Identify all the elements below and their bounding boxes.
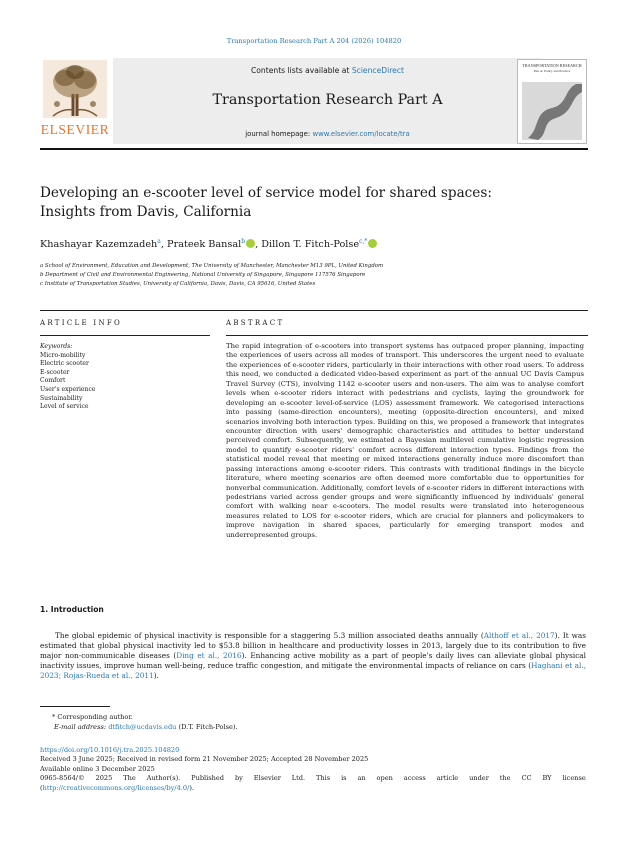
journal-header bbox=[40, 58, 588, 148]
journal-title: Transportation Research Part A bbox=[212, 92, 443, 108]
footnote-rule bbox=[40, 706, 110, 707]
affiliation-marker[interactable]: c,* bbox=[359, 238, 368, 245]
license-word: Ltd. bbox=[291, 774, 306, 783]
license-word: open bbox=[376, 774, 393, 783]
license-statement bbox=[40, 774, 586, 783]
author-list: Khashayar Kazemzadeh$^a$, Prateek Bansal$^b$ , Dillon T. Fitch-Polse$^{c,*}$ bbox=[40, 238, 600, 250]
elsevier-logo[interactable] bbox=[40, 58, 110, 144]
license-word: the bbox=[499, 774, 511, 783]
keyword-item: Sustainability bbox=[40, 394, 83, 402]
license-word: Published bbox=[191, 774, 225, 783]
email-line: E-mail address: dtfitch@ucdavis.edu (D.T. Fitch-Polse). bbox=[54, 723, 238, 732]
sciencedirect-link[interactable]: ScienceDirect bbox=[351, 66, 405, 75]
license-link[interactable]: http://creativecommons.org/licenses/by/4.0/ bbox=[42, 783, 190, 792]
elsevier-tree-icon bbox=[43, 60, 107, 118]
publication-info bbox=[40, 746, 586, 793]
author-name[interactable]: Prateek Bansal bbox=[167, 239, 242, 251]
citation-link[interactable]: Haghani et al., 2023; Rojas-Rueda et al., 2011 bbox=[40, 661, 586, 681]
license-word: an bbox=[357, 774, 366, 783]
license-word: Elsevier bbox=[253, 774, 281, 783]
introduction-heading: 1. Introduction bbox=[40, 605, 104, 614]
introduction-paragraph: The global epidemic of physical inactivity is responsible for a staggering 5.3 million associated deaths annually (Althoff et al., 2017). It was estimated that global physical inactivity led to $53.8 billion in healthcare and productivity losses in 2013, largely due to its contribution to five major non-communicable diseases (Ding et al., 2016). Enhancing active mobility as a part of people's daily lives can alleviate global physical inactivity issues, improve human well-being, reduce traffic congestion, and mitigate the environmental impacts of reliance on cars (Haghani et al., 2023; Rojas-Rueda et al., 2011). bbox=[40, 631, 587, 681]
cover-title: TRANSPORTATION RESEARCH Part A: Policy and Practice bbox=[522, 63, 582, 73]
orcid-icon[interactable] bbox=[246, 239, 255, 248]
license-word: This bbox=[316, 774, 331, 783]
article-info-heading: ARTICLE INFO bbox=[40, 319, 123, 327]
license-word: by bbox=[234, 774, 243, 783]
keyword-item: Level of service bbox=[40, 403, 89, 411]
keyword-item: Electric scooter bbox=[40, 360, 89, 368]
keyword-item: E-scooter bbox=[40, 368, 70, 376]
orcid-icon[interactable] bbox=[368, 239, 377, 248]
journal-homepage-link[interactable]: www.elsevier.com/locate/tra bbox=[312, 130, 410, 138]
abstract-text: The rapid integration of e-scooters into transport systems has outpaced proper planning, impacting the experiences of users across all modes of transport. This underscores the urgent need to evaluate the experiences of e-scooter riders, particularly in their interactions with other road users. To address this need, we conducted a dedicated video-based experiment as part of the annual UC Davis Campus Travel Survey (CTS), involving 1142 e-scooter users and non-users. The aim was to analyse comfort levels when e-scooter riders interact with pedestrians and cyclists, laying the groundwork for developing an e-scooter level-of-service (LOS) assessment framework. We categorised interactions into passing (same-direction encounters), meeting (opposite-direction encounters), and mixed scenarios involving both interaction types. Building on this, we proposed a framework that integrates encounter direction with users' demographic characteristics and attitudes to better understand perceived comfort. Subsequently, we estimated a Bayesian multilevel cumulative logistic regression model to quantify e-scooter riders' comfort across different interaction types. Findings from the statistical model reveal that meeting or mixed interactions generally induce more discomfort than passing interactions among e-scooter riders. This contrasts with traditional findings in the bicycle literature, where meeting scenarios are often deemed more comfortable due to opportunities for nonverbal communication. Additionally, comfort levels of e-scooter riders in different interactions with pedestrians varied across gender groups and were significantly influenced by individuals' general comfort with walking near e-scooters. The model results were translated into heterogeneous measures related to LOS for e-scooter riders, which are crucial for planners and policymakers to improve navigation in shared spaces, particularly for emerging transport modes and underrepresented groups. bbox=[226, 342, 584, 539]
author-name[interactable]: Khashayar Kazemzadeh bbox=[40, 239, 158, 251]
abstract-rule bbox=[226, 335, 588, 336]
article-title: Developing an e-scooter level of service model for shared spaces: Insights from Davis, California bbox=[40, 185, 492, 220]
corresponding-author-note: * Corresponding author. bbox=[52, 713, 133, 721]
license-word: CC bbox=[521, 774, 532, 783]
affiliation-a: a School of Environment, Education and Development, The University of Manchester, Manchester M13 9PL, United Kingdom bbox=[40, 263, 384, 269]
license-word: 2025 bbox=[95, 774, 113, 783]
affiliation-marker[interactable]: a bbox=[157, 238, 161, 245]
homepage-line: journal homepage: www.elsevier.com/locate/tra bbox=[245, 130, 410, 138]
author-name[interactable]: Dillon T. Fitch-Polse bbox=[261, 239, 360, 251]
affiliation-divider bbox=[40, 310, 588, 311]
doi-link[interactable]: https://doi.org/10.1016/j.tra.2025.104820 bbox=[40, 746, 180, 754]
license-word: is bbox=[341, 774, 347, 783]
keywords-label: Keywords: bbox=[40, 343, 73, 350]
journal-reference-link[interactable]: Transportation Research Part A 204 (2026) 104820 bbox=[226, 37, 402, 45]
license-url-line: (http://creativecommons.org/licenses/by/4.0/). bbox=[40, 783, 194, 792]
affiliation-b: b Department of Civil and Environmental Engineering, National University of Singapore, Singapore 117576 Singapore bbox=[40, 272, 366, 278]
license-word: Author(s). bbox=[146, 774, 181, 783]
online-date: Available online 3 December 2025 bbox=[40, 764, 155, 773]
affiliation-marker[interactable]: b bbox=[241, 238, 246, 245]
received-dates: Received 3 June 2025; Received in revised form 21 November 2025; Accepted 28 November 2025 bbox=[40, 755, 369, 764]
journal-banner bbox=[113, 58, 542, 144]
license-word: 0965-8564/© bbox=[40, 774, 85, 783]
citation-link[interactable]: Ding et al., 2016 bbox=[176, 651, 242, 661]
contents-line: Contents lists available at ScienceDirect bbox=[250, 66, 405, 75]
license-word: access bbox=[403, 774, 426, 783]
publisher-name: ELSEVIER bbox=[40, 122, 110, 137]
affiliation-c: c Institute of Transportation Studies, University of California, Davis, Davis, CA 95616, United States bbox=[40, 281, 316, 287]
keyword-item: Comfort bbox=[40, 377, 66, 385]
header-divider bbox=[40, 148, 588, 150]
license-word: BY bbox=[542, 774, 552, 783]
article-info-rule bbox=[40, 335, 210, 336]
journal-cover-thumbnail[interactable] bbox=[517, 59, 587, 144]
cover-art-icon bbox=[518, 78, 586, 144]
keyword-item: Micro-mobility bbox=[40, 351, 86, 359]
license-word: article bbox=[436, 774, 459, 783]
keyword-item: User's experience bbox=[40, 385, 96, 393]
footnote bbox=[52, 712, 582, 733]
license-word: The bbox=[123, 774, 136, 783]
citation-link[interactable]: Althoff et al., 2017 bbox=[483, 631, 555, 640]
email-link[interactable]: dtfitch@ucdavis.edu bbox=[108, 723, 177, 732]
keywords-block bbox=[40, 343, 200, 412]
license-word: under bbox=[469, 774, 489, 783]
abstract-heading: ABSTRACT bbox=[226, 319, 285, 327]
license-word: license bbox=[562, 774, 586, 783]
